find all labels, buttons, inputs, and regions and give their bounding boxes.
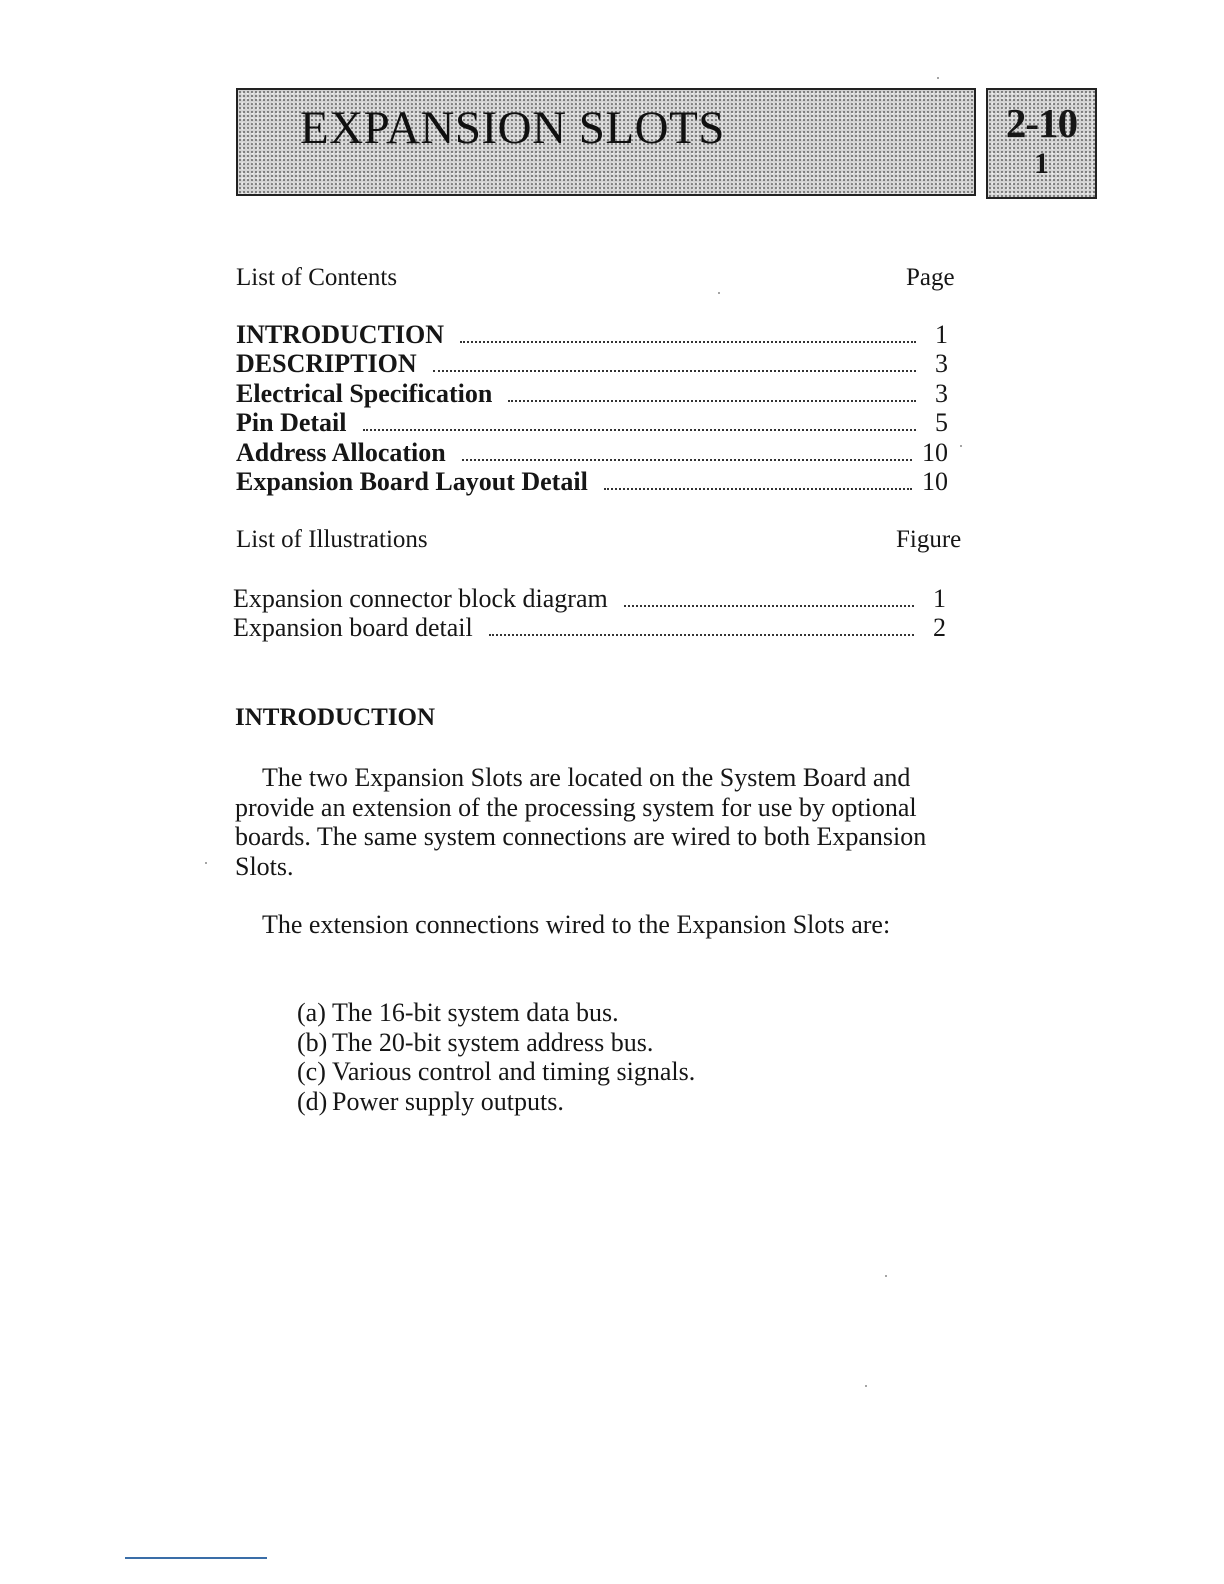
page-header-banner: [236, 88, 976, 196]
toc-entry-title: Pin Detail: [236, 408, 347, 437]
list-item-text: Various control and timing signals.: [332, 1057, 696, 1086]
list-item: [297, 1057, 695, 1087]
scan-speck: [960, 445, 962, 447]
illustrations-column-label: Figure: [896, 526, 962, 553]
leader-dots: [489, 634, 914, 636]
leader-dots: [624, 605, 914, 607]
list-item: [297, 1087, 564, 1117]
scan-speck: [937, 77, 939, 79]
bottom-rule: [125, 1557, 267, 1559]
introduction-paragraph: The two Expansion Slots are located on the System Board and provide an extension of the processing system for use by optional boards. The same system connections are wired to both Expansion Slots.: [235, 763, 927, 881]
leader-dots: [604, 488, 912, 490]
section-number-box: [986, 88, 1097, 199]
illustration-entry-title: Expansion board detail: [233, 613, 473, 642]
toc-entry-page: 3: [935, 349, 948, 378]
leader-dots: [508, 400, 916, 402]
illustration-entry-board-detail[interactable]: [233, 613, 946, 643]
list-marker: (b): [297, 1028, 328, 1057]
list-marker: (a): [297, 998, 326, 1027]
scan-speck: [718, 292, 720, 294]
section-subnumber: 1: [1034, 147, 1049, 180]
leader-dots: [460, 341, 916, 343]
leader-dots: [462, 459, 912, 461]
list-item: [297, 1028, 653, 1058]
toc-entry-introduction[interactable]: [236, 320, 948, 350]
list-marker: (d): [297, 1087, 328, 1116]
toc-entry-title: Expansion Board Layout Detail: [236, 467, 588, 496]
illustration-entry-figure: 1: [933, 584, 946, 613]
list-item: [297, 998, 619, 1028]
section-number: 2-10: [1005, 100, 1078, 146]
introduction-heading: INTRODUCTION: [235, 704, 436, 731]
toc-entry-electrical-specification[interactable]: [236, 379, 948, 409]
illustrations-heading: List of Illustrations: [236, 526, 428, 553]
toc-entry-page: 3: [935, 379, 948, 408]
toc-entry-page: 5: [935, 408, 948, 437]
scan-speck: [205, 862, 207, 864]
illustration-entry-block-diagram[interactable]: [233, 584, 946, 614]
toc-entry-pin-detail[interactable]: [236, 408, 948, 438]
toc-entry-page: 10: [922, 467, 948, 496]
page-title: EXPANSION SLOTS: [300, 102, 725, 154]
contents-column-label: Page: [906, 264, 955, 291]
illustration-entry-figure: 2: [933, 613, 946, 642]
contents-heading: List of Contents: [236, 264, 398, 291]
scan-speck: [885, 1275, 887, 1277]
leader-dots: [363, 429, 917, 431]
list-item-text: Power supply outputs.: [332, 1087, 564, 1116]
toc-entry-title: Address Allocation: [236, 438, 446, 467]
toc-entry-page: 10: [922, 438, 948, 467]
leader-dots: [433, 370, 916, 372]
illustration-entry-title: Expansion connector block diagram: [233, 584, 608, 613]
list-item-text: The 16-bit system data bus.: [332, 998, 619, 1027]
introduction-paragraph: The extension connections wired to the Expansion Slots are:: [262, 910, 891, 939]
toc-entry-address-allocation[interactable]: [236, 438, 948, 468]
toc-entry-page: 1: [935, 320, 948, 349]
toc-entry-expansion-board-layout[interactable]: [236, 467, 948, 497]
list-item-text: The 20-bit system address bus.: [332, 1028, 654, 1057]
list-marker: (c): [297, 1057, 326, 1086]
toc-entry-title: INTRODUCTION: [236, 320, 445, 349]
toc-entry-title: DESCRIPTION: [236, 349, 417, 378]
toc-entry-title: Electrical Specification: [236, 379, 493, 408]
toc-entry-description[interactable]: [236, 349, 948, 379]
scan-speck: [865, 1385, 867, 1387]
